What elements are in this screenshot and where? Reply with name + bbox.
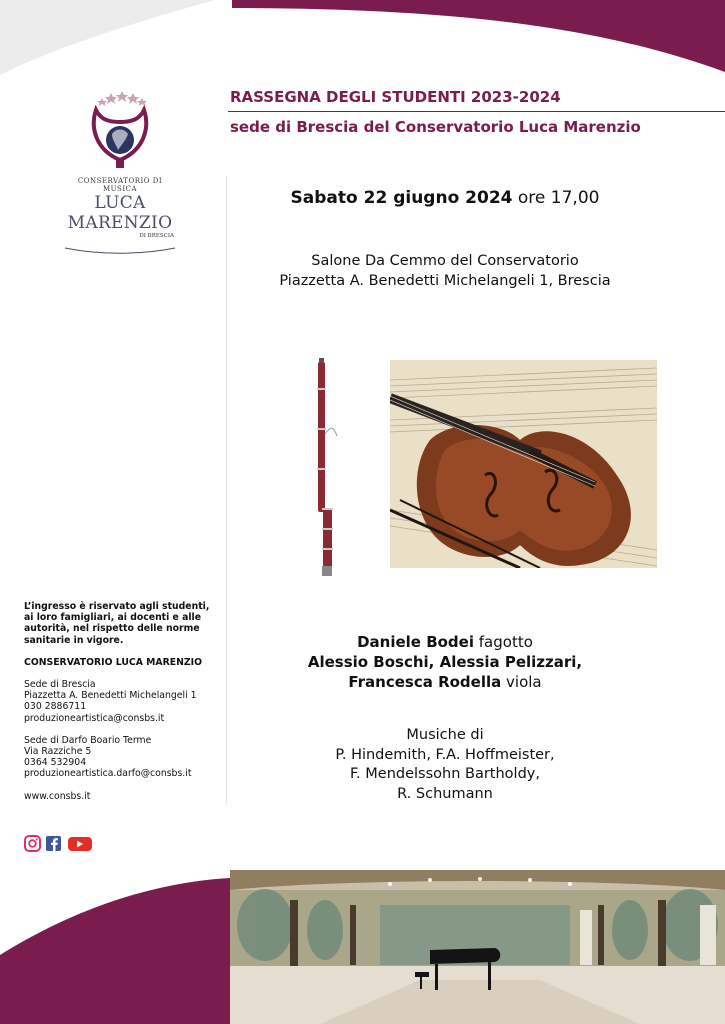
header-rule	[228, 111, 725, 112]
social-icons	[24, 834, 104, 854]
program-line-3: R. Schumann	[397, 785, 493, 802]
event-date-bold: Sabato 22 giugno 2024	[290, 188, 513, 208]
performers	[228, 632, 662, 692]
performer-name-3: Francesca Rodella	[348, 673, 502, 691]
darfo-label: Sede di Darfo Boario Terme	[24, 734, 152, 746]
bassoon-image	[314, 358, 338, 578]
brescia-label: Sede di Brescia	[24, 679, 96, 691]
address-line-2: Piazzetta A. Benedetti Michelangeli 1, Brescia	[279, 273, 611, 289]
youtube-icon[interactable]	[68, 837, 92, 851]
org-name: CONSERVATORIO LUCA MARENZIO	[24, 656, 202, 668]
program-line-2: F. Mendelssohn Bartholdy,	[350, 766, 540, 782]
concert-hall-photo	[230, 870, 725, 1024]
logo-underline-swoosh	[60, 246, 180, 254]
vertical-divider	[226, 176, 227, 804]
performer-name-1: Daniele Bodei	[357, 633, 474, 651]
program-line-1: P. Hindemith, F.A. Hoffmeister,	[335, 746, 555, 763]
notice-line: L’ingresso è riservato agli studenti,	[24, 601, 210, 612]
info-block	[24, 601, 224, 802]
program-intro: Musiche di	[406, 727, 484, 743]
notice-line: sanitarie in vigore.	[24, 634, 124, 646]
event-address	[228, 251, 662, 291]
notice-line: autorità, nel rispetto delle norme	[24, 623, 200, 635]
performer-name-2: Alessio Boschi, Alessia Pelizzari,	[307, 653, 583, 671]
website-link[interactable]: www.consbs.it	[24, 790, 91, 802]
performer-instrument-1: fagotto	[478, 633, 533, 651]
event-time: ore 17,00	[517, 188, 600, 208]
series-title: RASSEGNA DEGLI STUDENTI 2023-2024	[230, 88, 561, 106]
logo-main-text: LUCA MARENZIO	[67, 193, 173, 233]
program	[228, 726, 662, 804]
address-line-1: Salone Da Cemmo del Conservatorio	[311, 253, 579, 269]
darfo-email[interactable]: produzioneartistica.darfo@consbs.it	[24, 768, 192, 780]
brescia-address: Piazzetta A. Benedetti Michelangeli 1	[24, 690, 197, 702]
darfo-phone: 0364 532904	[24, 757, 87, 769]
brescia-phone: 030 2886711	[24, 701, 87, 713]
logo-top-text: CONSERVATORIO DI MUSICA	[77, 177, 163, 193]
brescia-email[interactable]: produzioneartistica@consbs.it	[24, 712, 165, 724]
lyre-emblem-icon	[60, 88, 180, 173]
performer-instrument-3: viola	[506, 673, 542, 691]
notice-line: ai loro famigliari, ai docenti e alle	[24, 612, 202, 624]
conservatory-logo	[60, 88, 180, 239]
event-date	[228, 188, 662, 208]
violin-photo	[390, 360, 657, 568]
instagram-icon[interactable]	[25, 836, 40, 851]
darfo-address: Via Razziche 5	[24, 746, 92, 758]
venue-subtitle: sede di Brescia del Conservatorio Luca Marenzio	[230, 118, 641, 136]
facebook-icon[interactable]	[46, 836, 61, 851]
logo-sub-text: DI BRESCIA	[139, 233, 174, 239]
